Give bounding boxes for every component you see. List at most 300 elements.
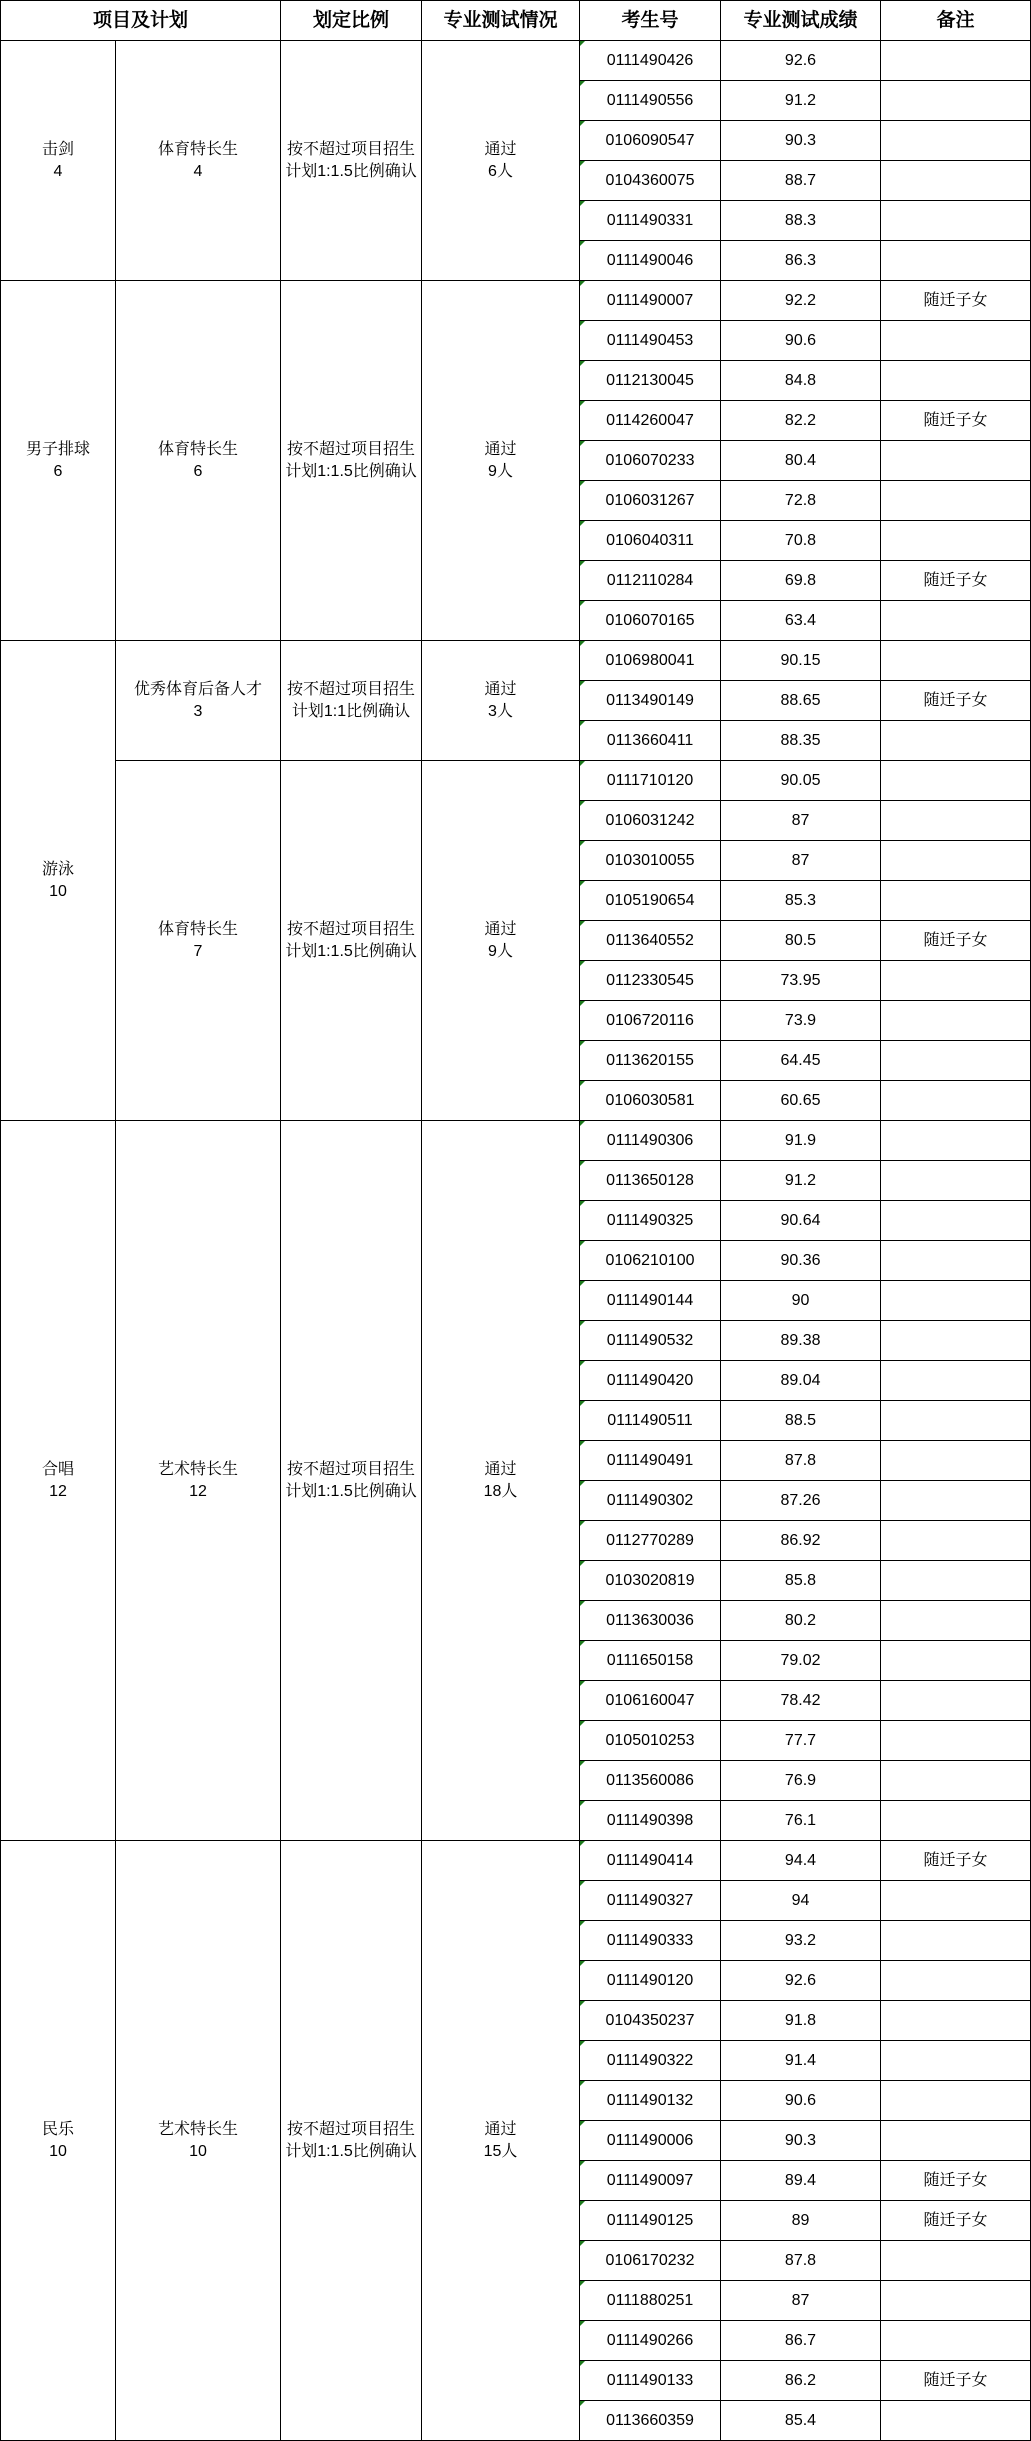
note-cell bbox=[881, 1121, 1031, 1161]
score-cell: 87 bbox=[721, 841, 881, 881]
test-status: 通过 bbox=[484, 2120, 517, 2138]
exam-id: 0113660411 bbox=[606, 731, 694, 749]
note-cell bbox=[881, 2081, 1031, 2121]
exam-id-cell bbox=[580, 801, 721, 841]
exam-id: 0112130045 bbox=[606, 371, 694, 389]
text-number-marker-icon bbox=[580, 441, 585, 446]
exam-id: 0111490046 bbox=[606, 251, 694, 269]
exam-id: 0111490322 bbox=[606, 2051, 694, 2069]
exam-id-cell bbox=[580, 1721, 721, 1761]
text-number-marker-icon bbox=[580, 1681, 585, 1686]
score-cell: 85.4 bbox=[721, 2401, 881, 2441]
exam-id-cell bbox=[580, 1481, 721, 1521]
exam-id: 0111490333 bbox=[606, 1931, 694, 1949]
note-cell bbox=[881, 241, 1031, 281]
exam-id-cell bbox=[580, 1561, 721, 1601]
ratio-line-1: 按不超过项目招生 bbox=[286, 2120, 415, 2138]
text-number-marker-icon bbox=[580, 881, 585, 886]
note-cell bbox=[881, 1881, 1031, 1921]
score-cell: 85.8 bbox=[721, 1561, 881, 1601]
note-cell bbox=[881, 1561, 1031, 1601]
exam-id-cell bbox=[580, 1161, 721, 1201]
score-cell: 90.64 bbox=[721, 1201, 881, 1241]
score-cell: 94.4 bbox=[721, 1841, 881, 1881]
project-name: 合唱 bbox=[41, 1460, 74, 1478]
note-cell bbox=[881, 1321, 1031, 1361]
exam-id: 0106040311 bbox=[606, 531, 694, 549]
exam-id-cell bbox=[580, 1961, 721, 2001]
score-cell: 87 bbox=[721, 2281, 881, 2321]
exam-id-cell bbox=[580, 2401, 721, 2441]
text-number-marker-icon bbox=[580, 2401, 585, 2406]
exam-id: 0106090547 bbox=[605, 131, 695, 149]
note-cell bbox=[881, 321, 1031, 361]
note-cell bbox=[881, 201, 1031, 241]
note-cell bbox=[881, 961, 1031, 1001]
exam-id-cell bbox=[580, 2121, 721, 2161]
text-number-marker-icon bbox=[580, 561, 585, 566]
score-cell: 88.3 bbox=[721, 201, 881, 241]
note-cell bbox=[881, 841, 1031, 881]
note-cell bbox=[881, 81, 1031, 121]
text-number-marker-icon bbox=[580, 2321, 585, 2326]
ratio-cell bbox=[281, 641, 422, 761]
test-status-cell bbox=[422, 761, 580, 1121]
exam-id-cell bbox=[580, 121, 721, 161]
text-number-marker-icon bbox=[580, 2001, 585, 2006]
text-number-marker-icon bbox=[580, 121, 585, 126]
passed-count: 9人 bbox=[488, 942, 513, 960]
passed-count: 18人 bbox=[483, 1482, 518, 1500]
score-cell: 78.42 bbox=[721, 1681, 881, 1721]
exam-id: 0104360075 bbox=[605, 171, 695, 189]
exam-id-cell bbox=[580, 401, 721, 441]
exam-id: 0106170232 bbox=[605, 2251, 695, 2269]
project-cell bbox=[1, 641, 116, 1121]
score-cell: 73.95 bbox=[721, 961, 881, 1001]
text-number-marker-icon bbox=[580, 1041, 585, 1046]
score-cell: 90.6 bbox=[721, 2081, 881, 2121]
ratio-cell bbox=[281, 1841, 422, 2441]
exam-id: 0106160047 bbox=[605, 1691, 695, 1709]
score-cell: 90.15 bbox=[721, 641, 881, 681]
text-number-marker-icon bbox=[580, 801, 585, 806]
exam-id-cell bbox=[580, 1521, 721, 1561]
exam-id-cell bbox=[580, 2361, 721, 2401]
note-cell bbox=[881, 2001, 1031, 2041]
score-cell: 91.4 bbox=[721, 2041, 881, 2081]
ratio-cell bbox=[281, 41, 422, 281]
project-cell bbox=[1, 1121, 116, 1841]
note-cell: 随迁子女 bbox=[881, 2161, 1031, 2201]
exam-id: 0111490302 bbox=[606, 1491, 694, 1509]
text-number-marker-icon bbox=[580, 81, 585, 86]
project-quota: 4 bbox=[53, 162, 63, 180]
exam-id: 0111490325 bbox=[606, 1211, 694, 1229]
exam-id: 0113660359 bbox=[606, 2411, 694, 2429]
score-cell: 87.26 bbox=[721, 1481, 881, 1521]
text-number-marker-icon bbox=[580, 1481, 585, 1486]
exam-id-cell bbox=[580, 1801, 721, 1841]
text-number-marker-icon bbox=[580, 681, 585, 686]
category-plan: 4 bbox=[193, 162, 203, 180]
note-cell: 随迁子女 bbox=[881, 1841, 1031, 1881]
score-cell: 90.6 bbox=[721, 321, 881, 361]
project-cell bbox=[1, 41, 116, 281]
exam-id-cell bbox=[580, 2321, 721, 2361]
exam-id: 0111490491 bbox=[606, 1451, 694, 1469]
exam-id-cell bbox=[580, 1841, 721, 1881]
category-cell bbox=[116, 641, 281, 761]
exam-id: 0111490453 bbox=[606, 331, 694, 349]
exam-id: 0111490511 bbox=[607, 1411, 693, 1429]
exam-id: 0106210100 bbox=[605, 1251, 695, 1269]
text-number-marker-icon bbox=[580, 2041, 585, 2046]
text-number-marker-icon bbox=[580, 1241, 585, 1246]
exam-id: 0106031267 bbox=[605, 491, 695, 509]
note-cell bbox=[881, 2281, 1031, 2321]
text-number-marker-icon bbox=[580, 721, 585, 726]
ratio-line-2: 计划1:1.5比例确认 bbox=[285, 2142, 417, 2160]
category-name: 体育特长生 bbox=[157, 140, 238, 158]
ratio-line-1: 按不超过项目招生 bbox=[286, 140, 415, 158]
test-status: 通过 bbox=[484, 1460, 517, 1478]
passed-count: 6人 bbox=[488, 162, 513, 180]
score-cell: 64.45 bbox=[721, 1041, 881, 1081]
score-cell: 86.7 bbox=[721, 2321, 881, 2361]
project-cell bbox=[1, 1841, 116, 2441]
exam-id-cell bbox=[580, 41, 721, 81]
exam-id: 0106070165 bbox=[605, 611, 695, 629]
score-cell: 63.4 bbox=[721, 601, 881, 641]
score-cell: 92.6 bbox=[721, 41, 881, 81]
note-cell bbox=[881, 601, 1031, 641]
ratio-cell bbox=[281, 1121, 422, 1841]
exam-id: 0112110284 bbox=[606, 571, 694, 589]
note-cell bbox=[881, 1681, 1031, 1721]
ratio-line-2: 计划1:1.5比例确认 bbox=[285, 1482, 417, 1500]
header-ratio: 划定比例 bbox=[281, 1, 422, 41]
note-cell bbox=[881, 1201, 1031, 1241]
exam-id-cell bbox=[580, 241, 721, 281]
text-number-marker-icon bbox=[580, 1401, 585, 1406]
note-cell bbox=[881, 1361, 1031, 1401]
exam-id-cell bbox=[580, 761, 721, 801]
exam-id-cell bbox=[580, 881, 721, 921]
score-cell: 84.8 bbox=[721, 361, 881, 401]
score-cell: 76.1 bbox=[721, 1801, 881, 1841]
note-cell: 随迁子女 bbox=[881, 561, 1031, 601]
text-number-marker-icon bbox=[580, 2361, 585, 2366]
text-number-marker-icon bbox=[580, 1121, 585, 1126]
note-cell bbox=[881, 881, 1031, 921]
category-cell bbox=[116, 761, 281, 1121]
category-cell bbox=[116, 281, 281, 641]
text-number-marker-icon bbox=[580, 41, 585, 46]
text-number-marker-icon bbox=[580, 1081, 585, 1086]
project-quota: 10 bbox=[49, 882, 67, 900]
note-cell bbox=[881, 1801, 1031, 1841]
exam-id-cell bbox=[580, 1081, 721, 1121]
exam-id-cell bbox=[580, 1921, 721, 1961]
note-cell bbox=[881, 1921, 1031, 1961]
exam-id: 0103020819 bbox=[605, 1571, 695, 1589]
score-cell: 70.8 bbox=[721, 521, 881, 561]
text-number-marker-icon bbox=[580, 1161, 585, 1166]
exam-id-cell bbox=[580, 561, 721, 601]
note-cell bbox=[881, 441, 1031, 481]
exam-id: 0111650158 bbox=[606, 1651, 694, 1669]
text-number-marker-icon bbox=[580, 1001, 585, 1006]
exam-id: 0112330545 bbox=[606, 971, 694, 989]
exam-id: 0111490398 bbox=[606, 1811, 694, 1829]
exam-id-cell bbox=[580, 361, 721, 401]
exam-id: 0111490097 bbox=[606, 2171, 694, 2189]
score-cell: 91.2 bbox=[721, 1161, 881, 1201]
note-cell bbox=[881, 1961, 1031, 2001]
exam-id-cell bbox=[580, 2281, 721, 2321]
text-number-marker-icon bbox=[580, 601, 585, 606]
ratio-line-1: 按不超过项目招生 bbox=[286, 920, 415, 938]
note-cell: 随迁子女 bbox=[881, 2201, 1031, 2241]
test-status-cell bbox=[422, 281, 580, 641]
passed-count: 3人 bbox=[488, 702, 513, 720]
text-number-marker-icon bbox=[580, 2201, 585, 2206]
exam-id: 0103010055 bbox=[605, 851, 695, 869]
text-number-marker-icon bbox=[580, 241, 585, 246]
score-cell: 80.2 bbox=[721, 1601, 881, 1641]
text-number-marker-icon bbox=[580, 481, 585, 486]
test-status-cell bbox=[422, 641, 580, 761]
note-cell bbox=[881, 2041, 1031, 2081]
exam-id: 0113560086 bbox=[606, 1771, 694, 1789]
score-cell: 91.9 bbox=[721, 1121, 881, 1161]
note-cell bbox=[881, 1241, 1031, 1281]
text-number-marker-icon bbox=[580, 1441, 585, 1446]
text-number-marker-icon bbox=[580, 1641, 585, 1646]
header-project-plan: 项目及计划 bbox=[1, 1, 281, 41]
exam-id: 0112770289 bbox=[606, 1531, 694, 1549]
score-cell: 92.2 bbox=[721, 281, 881, 321]
header-exam-id: 考生号 bbox=[580, 1, 721, 41]
exam-id-cell bbox=[580, 2161, 721, 2201]
text-number-marker-icon bbox=[580, 1761, 585, 1766]
score-cell: 91.2 bbox=[721, 81, 881, 121]
exam-id: 0111490133 bbox=[606, 2371, 694, 2389]
category-cell bbox=[116, 1841, 281, 2441]
exam-id-cell bbox=[580, 1761, 721, 1801]
exam-id: 0111490266 bbox=[606, 2331, 694, 2349]
note-cell bbox=[881, 1601, 1031, 1641]
ratio-line-1: 按不超过项目招生 bbox=[286, 680, 415, 698]
project-quota: 10 bbox=[49, 2142, 67, 2160]
score-cell: 77.7 bbox=[721, 1721, 881, 1761]
project-quota: 12 bbox=[49, 1482, 67, 1500]
score-cell: 94 bbox=[721, 1881, 881, 1921]
score-cell: 76.9 bbox=[721, 1761, 881, 1801]
note-cell bbox=[881, 761, 1031, 801]
exam-id-cell bbox=[580, 1601, 721, 1641]
note-cell bbox=[881, 2401, 1031, 2441]
exam-id-cell bbox=[580, 521, 721, 561]
category-plan: 3 bbox=[193, 702, 203, 720]
exam-id-cell bbox=[580, 1321, 721, 1361]
ratio-line-2: 计划1:1.5比例确认 bbox=[285, 462, 417, 480]
exam-id-cell bbox=[580, 1201, 721, 1241]
test-status-cell bbox=[422, 1121, 580, 1841]
ratio-line-1: 按不超过项目招生 bbox=[286, 440, 415, 458]
passed-count: 15人 bbox=[483, 2142, 518, 2160]
exam-id: 0104350237 bbox=[605, 2011, 695, 2029]
text-number-marker-icon bbox=[580, 2281, 585, 2286]
exam-id-cell bbox=[580, 1881, 721, 1921]
note-cell bbox=[881, 1401, 1031, 1441]
score-cell: 89.38 bbox=[721, 1321, 881, 1361]
project-name: 男子排球 bbox=[25, 440, 90, 458]
note-cell bbox=[881, 361, 1031, 401]
note-cell bbox=[881, 1041, 1031, 1081]
score-cell: 60.65 bbox=[721, 1081, 881, 1121]
score-cell: 72.8 bbox=[721, 481, 881, 521]
text-number-marker-icon bbox=[580, 401, 585, 406]
exam-id-cell bbox=[580, 441, 721, 481]
score-cell: 90.3 bbox=[721, 121, 881, 161]
exam-id-cell bbox=[580, 601, 721, 641]
score-cell: 89 bbox=[721, 2201, 881, 2241]
project-cell bbox=[1, 281, 116, 641]
text-number-marker-icon bbox=[580, 1321, 585, 1326]
exam-id: 0106031242 bbox=[605, 811, 695, 829]
score-cell: 69.8 bbox=[721, 561, 881, 601]
exam-id-cell bbox=[580, 1241, 721, 1281]
text-number-marker-icon bbox=[580, 1601, 585, 1606]
score-cell: 80.5 bbox=[721, 921, 881, 961]
ratio-line-2: 计划1:1.5比例确认 bbox=[285, 162, 417, 180]
exam-id: 0106030581 bbox=[605, 1091, 695, 1109]
category-plan: 6 bbox=[193, 462, 203, 480]
text-number-marker-icon bbox=[580, 961, 585, 966]
note-cell bbox=[881, 1641, 1031, 1681]
note-cell: 随迁子女 bbox=[881, 681, 1031, 721]
exam-id: 0111490007 bbox=[606, 291, 694, 309]
exam-id: 0113490149 bbox=[606, 691, 694, 709]
category-cell bbox=[116, 41, 281, 281]
text-number-marker-icon bbox=[580, 841, 585, 846]
score-cell: 86.2 bbox=[721, 2361, 881, 2401]
text-number-marker-icon bbox=[580, 641, 585, 646]
exam-id-cell bbox=[580, 721, 721, 761]
category-cell bbox=[116, 1121, 281, 1841]
note-cell: 随迁子女 bbox=[881, 281, 1031, 321]
exam-id: 0111490132 bbox=[606, 2091, 694, 2109]
text-number-marker-icon bbox=[580, 1961, 585, 1966]
note-cell bbox=[881, 1521, 1031, 1561]
text-number-marker-icon bbox=[580, 1841, 585, 1846]
project-name: 游泳 bbox=[41, 860, 74, 878]
exam-id: 0105190654 bbox=[605, 891, 695, 909]
ratio-line-1: 按不超过项目招生 bbox=[286, 1460, 415, 1478]
exam-id-cell bbox=[580, 2081, 721, 2121]
text-number-marker-icon bbox=[580, 281, 585, 286]
exam-id: 0113620155 bbox=[606, 1051, 694, 1069]
exam-id: 0111490006 bbox=[606, 2131, 694, 2149]
score-cell: 93.2 bbox=[721, 1921, 881, 1961]
exam-id-cell bbox=[580, 201, 721, 241]
category-plan: 10 bbox=[189, 2142, 207, 2160]
score-cell: 86.3 bbox=[721, 241, 881, 281]
text-number-marker-icon bbox=[580, 201, 585, 206]
exam-id: 0114260047 bbox=[606, 411, 694, 429]
text-number-marker-icon bbox=[580, 921, 585, 926]
text-number-marker-icon bbox=[580, 321, 585, 326]
ratio-line-2: 计划1:1.5比例确认 bbox=[285, 942, 417, 960]
exam-id: 0111490125 bbox=[606, 2211, 694, 2229]
note-cell bbox=[881, 1281, 1031, 1321]
exam-id-cell bbox=[580, 2241, 721, 2281]
score-cell: 79.02 bbox=[721, 1641, 881, 1681]
text-number-marker-icon bbox=[580, 521, 585, 526]
exam-id-cell bbox=[580, 921, 721, 961]
text-number-marker-icon bbox=[580, 361, 585, 366]
exam-id-cell bbox=[580, 1401, 721, 1441]
exam-id-cell bbox=[580, 2041, 721, 2081]
exam-id: 0106720116 bbox=[606, 1011, 694, 1029]
exam-id: 0105010253 bbox=[605, 1731, 695, 1749]
text-number-marker-icon bbox=[580, 1521, 585, 1526]
note-cell bbox=[881, 1441, 1031, 1481]
note-cell bbox=[881, 161, 1031, 201]
text-number-marker-icon bbox=[580, 1881, 585, 1886]
score-cell: 90.36 bbox=[721, 1241, 881, 1281]
category-plan: 7 bbox=[193, 942, 203, 960]
text-number-marker-icon bbox=[580, 1561, 585, 1566]
ratio-line-2: 计划1:1比例确认 bbox=[291, 702, 411, 720]
exam-id-cell bbox=[580, 681, 721, 721]
exam-id-cell bbox=[580, 481, 721, 521]
score-cell: 87 bbox=[721, 801, 881, 841]
note-cell: 随迁子女 bbox=[881, 2361, 1031, 2401]
note-cell bbox=[881, 1481, 1031, 1521]
exam-id: 0111490556 bbox=[606, 91, 694, 109]
exam-id-cell bbox=[580, 321, 721, 361]
project-name: 民乐 bbox=[41, 2120, 74, 2138]
score-cell: 89.04 bbox=[721, 1361, 881, 1401]
note-cell: 随迁子女 bbox=[881, 921, 1031, 961]
note-cell bbox=[881, 1761, 1031, 1801]
exam-id: 0106070233 bbox=[605, 451, 695, 469]
exam-id-cell bbox=[580, 1281, 721, 1321]
score-cell: 90.05 bbox=[721, 761, 881, 801]
exam-id-cell bbox=[580, 81, 721, 121]
category-plan: 12 bbox=[189, 1482, 207, 1500]
score-cell: 89.4 bbox=[721, 2161, 881, 2201]
exam-id: 0111490120 bbox=[606, 1971, 694, 1989]
exam-id-cell bbox=[580, 1121, 721, 1161]
note-cell bbox=[881, 41, 1031, 81]
category-name: 艺术特长生 bbox=[157, 2120, 238, 2138]
text-number-marker-icon bbox=[580, 1721, 585, 1726]
project-quota: 6 bbox=[53, 462, 63, 480]
score-cell: 88.7 bbox=[721, 161, 881, 201]
score-cell: 85.3 bbox=[721, 881, 881, 921]
exam-id-cell bbox=[580, 2001, 721, 2041]
ratio-cell bbox=[281, 281, 422, 641]
exam-id-cell bbox=[580, 1681, 721, 1721]
header-score: 专业测试成绩 bbox=[721, 1, 881, 41]
score-cell: 90.3 bbox=[721, 2121, 881, 2161]
exam-id: 0111490532 bbox=[606, 1331, 694, 1349]
test-status: 通过 bbox=[484, 920, 517, 938]
